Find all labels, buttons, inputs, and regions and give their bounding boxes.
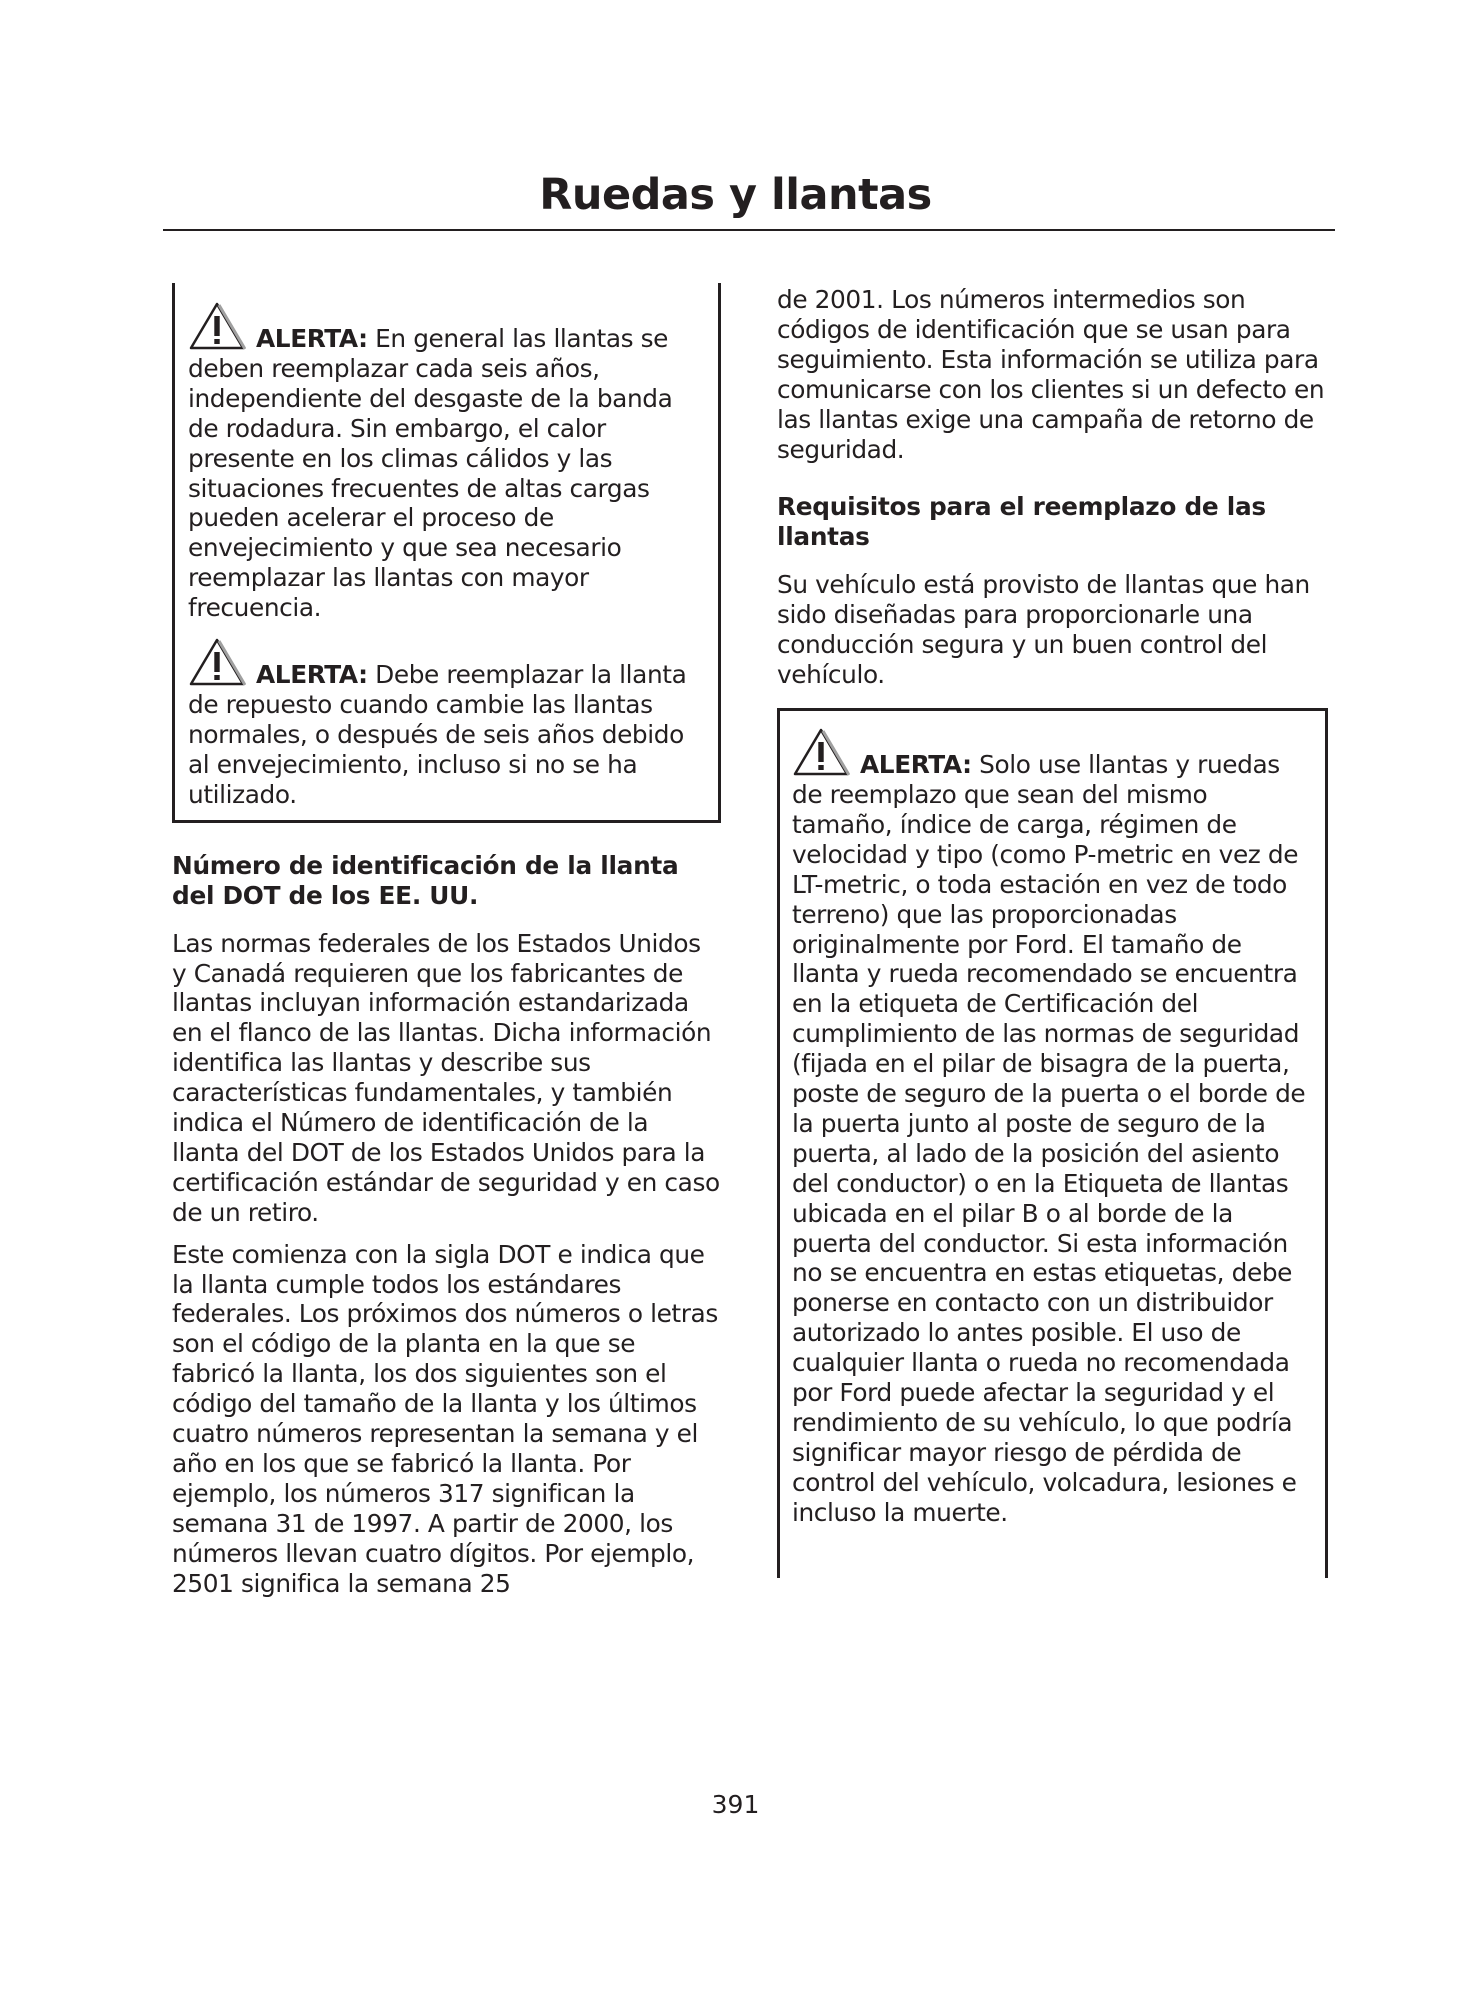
paragraph-dot-code: Este comienza con la sigla DOT e indica que la llanta cumple todos los estándares federales. Los próximos dos números o letras son el código de la planta en la que se fabricó la llanta, los dos siguientes son el código del tamaño de la llanta y los últimos cuatro números representan la semana y el año en los que se fabricó la llanta. Por ejemplo, los números 317 significan la semana 31 de 1997. A partir de 2000, los números llevan cuatro dígitos. Por ejemplo, 2501 significa la semana 25: [172, 1239, 718, 1598]
warning-triangle-icon: [188, 637, 246, 687]
paragraph-continued: de 2001. Los números intermedios son códigos de identificación que se usan para seguimiento. Esta información se utiliza para comunicarse con los clientes si un defecto en las llantas exige una campaña de retorno de seguridad.: [777, 285, 1325, 464]
paragraph-federal-standards: Las normas federales de los Estados Unidos y Canadá requieren que los fabricantes de llantas incluyan información estandarizada en el flanco de las llantas. Dicha información identifica las llantas y describe sus características fundamentales, y también indica el Número de identificación de la llanta del DOT de los Estados Unidos para la certificación estándar de seguridad y en caso de un retiro.: [172, 928, 720, 1227]
alert-box-left: [172, 283, 721, 823]
section-heading-dot-number: Número de identificación de la llanta del DOT de los EE. UU.: [172, 850, 679, 910]
alert-text: Solo use llantas y ruedas de reemplazo que sean del mismo tamaño, índice de carga, régimen de velocidad y tipo (como P-metric en vez de LT-metric, o toda estación en vez de todo terreno) que las proporcionadas originalmente por Ford. El tamaño de llanta y rueda recomendado se encuentra en la etiqueta de Certificación del cumplimiento de las normas de seguridad (fijada en el pilar de bisagra de la puerta, poste de seguro de la puerta o el borde de la puerta junto al poste de seguro de la puerta, al lado de la posición del asiento del conductor) o en la Etiqueta de llantas ubicada en el pilar B o al borde de la puerta del conductor. Si esta información no se encuentra en estas etiquetas, debe ponerse en contacto con un distribuidor autorizado lo antes posible. El uso de cualquier llanta o rueda no recomendada por Ford puede afectar la seguridad y el rendimiento de su vehículo, lo que podría significar mayor riesgo de pérdida de control del vehículo, volcadura, lesiones e incluso la muerte.: [792, 750, 1306, 1527]
alert-tire-age: [188, 301, 706, 623]
alert-label: ALERTA:: [860, 750, 972, 780]
warning-triangle-icon: [188, 301, 246, 351]
page-number: 391: [711, 1790, 760, 1819]
alert-text: En general las llantas se deben reemplazar cada seis años, independiente del desgaste de la banda de rodadura. Sin embargo, el calor presente en los climas cálidos y las situaciones frecuentes de altas cargas pueden acelerar el proceso de envejecimiento y que sea necesario reemplazar las llantas con mayor frecuencia.: [188, 324, 673, 623]
alert-box-right: [777, 708, 1328, 1578]
paragraph-vehicle-tires: Su vehículo está provisto de llantas que han sido diseñadas para proporcionarle una conducción segura y un buen control del vehículo.: [777, 570, 1310, 690]
warning-triangle-icon: [792, 727, 850, 777]
alert-text: Debe reemplazar la llanta de repuesto cuando cambie las llantas normales, o después de seis años debido al envejecimiento, incluso si no se ha utilizado.: [188, 660, 687, 809]
page-title: Ruedas y llantas: [539, 170, 932, 220]
title-divider: [163, 229, 1335, 231]
alert-replacement-tires: [792, 727, 1313, 1528]
left-column: [172, 283, 722, 1611]
alert-label: ALERTA:: [256, 324, 368, 353]
alert-label: ALERTA:: [256, 660, 368, 690]
section-heading-replacement: Requisitos para el reemplazo de las llantas: [777, 492, 1266, 552]
right-column: [777, 285, 1335, 1578]
alert-spare-tire: [188, 637, 706, 810]
